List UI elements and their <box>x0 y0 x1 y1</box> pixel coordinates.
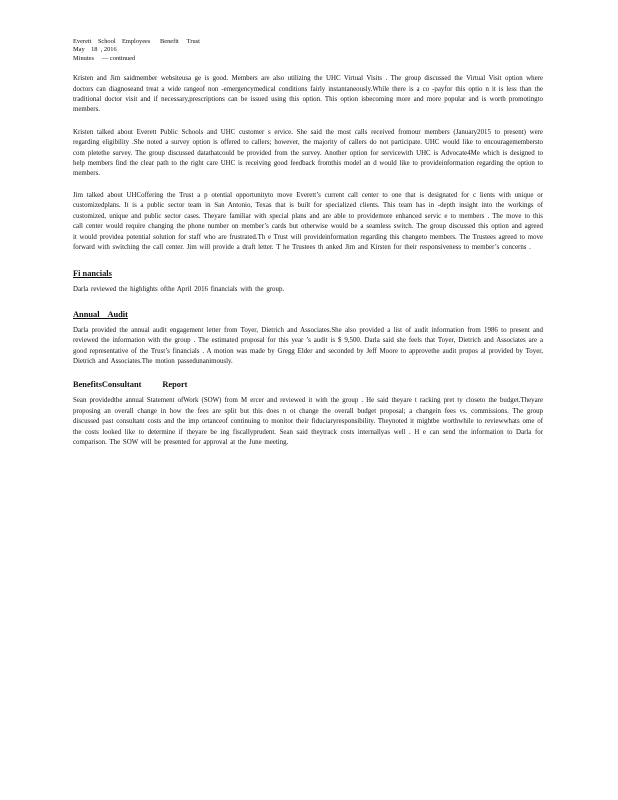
header-date: May 18 , 2016 <box>73 46 117 54</box>
paragraph-virtual-visits: Kristen and Jim saidmember websiteusa ge is good. Members are also utilizing the UHC Virtual Visits . The group discussed the Virtual Visit option where doctors can diagnoseand treat a wide rangeof non -emergencymedical conditions fairly instantaneously.While there is a co -payfor this optio n it is less than the traditional doctor visit and if necessary,prescriptions can be issued using this option. This option isbecoming more and more popular and is worth promotingto members. <box>73 75 543 114</box>
paragraph-benefits-consultant: Sean providedthe annual Statement ofWork (SOW) from M ercer and reviewed it with the group . He said theyare t racking pret ty closeto the budget.Theyare proposing an overall change in how the fees are split but this does n ot change the overall budget proposal; a changein fees vs. commissions. The group discussed past consultant costs and the imp ortanceof continuing to monitor their fiduciaryresponsibility. Theynoted it mightbe worthwhile to reviewwhats ome of the costs looked like to determine if theyare be ing fiscallyprudent. Sean said theytrack costs internallyas well . H e can send the information to Darla for comparison. The SOW will be presented for approval at the June meeting. <box>73 397 543 446</box>
heading-financials: Fi nancials <box>73 269 112 279</box>
document-page <box>73 38 543 448</box>
header-minutes: Minutes — continued <box>73 54 136 62</box>
header-trust-name: Everett School Employees Benefit Trust <box>73 38 200 45</box>
heading-annual-audit: Annual Audit <box>73 309 128 319</box>
heading-benefits-consultant-report: BenefitsConsultant Report <box>73 380 188 390</box>
paragraph-annual-audit: Darla provided the annual audit engagement letter from Toyer, Dietrich and Associates.She also provided a list of audit information from 1986 to present and reviewed the information with the group . The estimated proposal for this year ’s audit is $ 9,500. Darla said she feels that Toyer, Dietrich and Associates are a good representative of the Trust’s financials . A motion was made by Gregg Elder and seconded by Jeff Moore to approvethe audit propos al provided by Toyer, Dietrich and Associates.The motion passedunanimously. <box>73 326 543 365</box>
paragraph-financials: Darla reviewed the highlights ofthe April 2016 financials with the group. <box>73 286 285 294</box>
paragraph-call-center: Jim talked about UHCoffering the Trust a p otential opportunityto move Everett’s current call center to one that is designated for c lients with unique or customizedplans. It is a public sector team in San Antonio, Texas that is built for specialized clients. This team has in -depth insight into the workings of customized, unique and public sector cases. Theyare familiar with special plans and are able to providemore enhanced servic e to members . The move to this call center would require changing the phone number on member’s cards but otherwise would be a seamless switch. The group discussed this option and agreed it would providea potential solution for staff who are frustrated.Th e Trust will provideinformation regarding this changeto members. The Trustees agreed to move forward with switching the call center. Jim will provide a draft letter. T he Trustees th anked Jim and Kirsten for their responsiveness to member’s concerns . <box>73 191 543 251</box>
paragraph-customer-service: Kristen talked about Everett Public Schools and UHC customer s ervice. She said the most calls received fromour members (January2015 to present) were regarding eligibility .She noted a survey option is offered to callers; however, the majority of callers do not participate. UHC would like to encouragemembersto com pletethe survey. The group discussed datathatcould be provided from the survey. Another option for servicewith UHC is Advocate4Me which is designed to help members find the clear path to the right care UHC is receiving good feedback fromthis model an d would like to provideinformation regarding the option to members. <box>73 128 543 178</box>
